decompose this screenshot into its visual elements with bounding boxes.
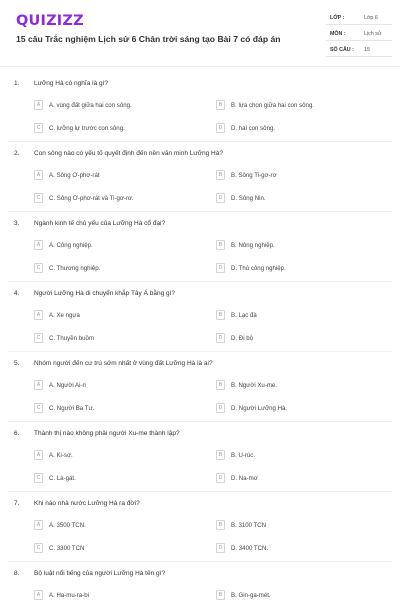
meta-question-count — [326, 45, 392, 57]
option-text: A. vùng đất giữa hai con sông. — [49, 101, 132, 109]
answer-option[interactable] — [34, 403, 184, 415]
question-separator — [8, 211, 392, 212]
question-item — [0, 430, 400, 500]
answer-option[interactable] — [216, 333, 366, 345]
option-letter-box[interactable]: C — [34, 473, 43, 483]
document-header — [0, 0, 400, 70]
option-text: D. Người Lưỡng Hà. — [231, 404, 288, 412]
option-text: C. Thương nghiệp. — [49, 264, 101, 272]
meta-subject-value: Lịch sử — [364, 31, 382, 37]
answer-option[interactable] — [216, 170, 366, 182]
option-text: B. Lạc đà — [231, 311, 257, 319]
answer-option[interactable] — [216, 473, 366, 485]
answer-option[interactable] — [34, 543, 184, 555]
answer-option[interactable] — [34, 240, 184, 252]
option-text: B. lựa chọn giữa hai con sông. — [231, 101, 315, 109]
answer-option[interactable] — [34, 193, 184, 205]
option-text: D. 3400 TCN. — [231, 544, 269, 552]
answer-option[interactable] — [34, 450, 184, 462]
option-letter-box[interactable]: C — [34, 333, 43, 343]
answer-option[interactable] — [34, 473, 184, 485]
answer-option[interactable] — [216, 100, 366, 112]
option-text: A. Ha-mu-ra-bi — [49, 591, 89, 599]
option-text: B. 3100 TCN — [231, 521, 267, 529]
answer-option[interactable] — [216, 543, 366, 555]
meta-grade-value: Lớp 6 — [364, 15, 378, 21]
answer-option[interactable] — [216, 263, 366, 275]
question-text: Khi nào nhà nước Lưỡng Hà ra đời? — [34, 500, 140, 507]
answer-option[interactable] — [216, 240, 366, 252]
option-letter-box[interactable]: D — [216, 123, 225, 133]
option-letter-box[interactable]: A — [34, 590, 43, 600]
answer-option[interactable] — [34, 263, 184, 275]
answer-option[interactable] — [34, 170, 184, 182]
question-text: Ngành kinh tế chủ yếu của Lưỡng Hà cổ đại? — [34, 220, 166, 227]
answer-option[interactable] — [34, 380, 184, 392]
answer-option[interactable] — [34, 100, 184, 112]
question-text: Bộ luật nổi tiếng của người Lưỡng Hà tên gì? — [34, 570, 166, 577]
option-text: B. Sông Ti-gơ-rơ — [231, 171, 277, 179]
option-letter-box[interactable]: B — [216, 590, 225, 600]
answer-option[interactable] — [216, 123, 366, 135]
question-number: 4. — [14, 290, 20, 297]
option-letter-box[interactable]: B — [216, 100, 225, 110]
question-item — [0, 150, 400, 220]
question-item — [0, 290, 400, 360]
question-text: Con sông nào có yếu tố quyết định đến nền văn minh Lưỡng Hà? — [34, 150, 223, 157]
option-letter-box[interactable]: B — [216, 310, 225, 320]
question-separator — [8, 491, 392, 492]
option-letter-box[interactable]: C — [34, 263, 43, 273]
option-letter-box[interactable]: A — [34, 100, 43, 110]
option-text: B. U-rúc. — [231, 451, 256, 459]
option-text: C. Sông Ơ-phơ-rát và Ti-gơ-rơ. — [49, 194, 134, 202]
question-separator — [8, 561, 392, 562]
option-letter-box[interactable]: A — [34, 450, 43, 460]
question-separator — [8, 141, 392, 142]
option-letter-box[interactable]: B — [216, 170, 225, 180]
answer-option[interactable] — [216, 590, 366, 600]
option-text: A. Ki-sơ. — [49, 451, 73, 459]
option-text: B. Gin-ga-mét. — [231, 591, 271, 599]
option-letter-box[interactable]: A — [34, 310, 43, 320]
question-text: Thành thị nào không phải người Xu-me thành lập? — [34, 430, 180, 437]
option-letter-box[interactable]: C — [34, 403, 43, 413]
meta-count-label: SỐ CÂU : — [330, 47, 354, 53]
option-text: A. Công nghiệp. — [49, 241, 93, 249]
option-letter-box[interactable]: A — [34, 240, 43, 250]
question-item — [0, 360, 400, 430]
answer-option[interactable] — [34, 590, 184, 600]
question-number: 7. — [14, 500, 20, 507]
answer-option[interactable] — [34, 333, 184, 345]
option-text: D. Thủ công nghiệp. — [231, 264, 286, 272]
option-text: C. lưỡng lự trước con sông. — [49, 124, 125, 132]
option-letter-box[interactable]: D — [216, 543, 225, 553]
question-number: 2. — [14, 150, 20, 157]
answer-option[interactable] — [216, 310, 366, 322]
question-item — [0, 80, 400, 150]
question-number: 5. — [14, 360, 20, 367]
answer-option[interactable] — [34, 310, 184, 322]
quizizz-logo: QUIZIZZ — [16, 13, 84, 29]
question-number: 1. — [14, 80, 20, 87]
option-letter-box[interactable]: D — [216, 403, 225, 413]
question-number: 3. — [14, 220, 20, 227]
option-letter-box[interactable]: B — [216, 380, 225, 390]
meta-count-value: 15 — [364, 47, 370, 53]
option-letter-box[interactable]: A — [34, 520, 43, 530]
option-text: D. hai con sông. — [231, 124, 276, 132]
question-item — [0, 500, 400, 570]
option-letter-box[interactable]: C — [34, 193, 43, 203]
question-text: Người Lưỡng Hà di chuyển khắp Tây Á bằng gì? — [34, 290, 176, 297]
meta-subject — [326, 29, 392, 41]
question-text: Nhóm người đến cư trú sớm nhất ở vùng đất Lưỡng Hà là ai? — [34, 360, 213, 367]
question-number: 8. — [14, 570, 20, 577]
option-text: C. 3300 TCN — [49, 544, 85, 552]
option-text: C. Thuyền buồm — [49, 334, 94, 342]
option-text: D. Sông Nin. — [231, 194, 266, 202]
option-letter-box[interactable]: D — [216, 473, 225, 483]
option-text: D. Đi bộ — [231, 334, 254, 342]
option-text: A. 3500 TCN. — [49, 521, 86, 529]
option-text: A. Xe ngựa — [49, 311, 80, 319]
option-letter-box[interactable]: D — [216, 193, 225, 203]
option-text: D. Na-mơ — [231, 474, 258, 482]
option-letter-box[interactable]: D — [216, 263, 225, 273]
answer-option[interactable] — [34, 123, 184, 135]
question-item — [0, 570, 400, 600]
option-letter-box[interactable]: C — [34, 123, 43, 133]
question-separator — [8, 281, 392, 282]
option-text: A. Người Ai-ri — [49, 381, 86, 389]
option-letter-box[interactable]: A — [34, 380, 43, 390]
meta-subject-label: MÔN : — [330, 31, 346, 37]
answer-option[interactable] — [34, 520, 184, 532]
answer-option[interactable] — [216, 380, 366, 392]
header-divider — [0, 66, 400, 67]
question-number: 6. — [14, 430, 20, 437]
answer-option[interactable] — [216, 450, 366, 462]
answer-option[interactable] — [216, 193, 366, 205]
option-text: A. Sông Ơ-phơ-rát — [49, 171, 100, 179]
answer-option[interactable] — [216, 403, 366, 415]
meta-grade-label: LỚP : — [330, 15, 345, 21]
option-letter-box[interactable]: A — [34, 170, 43, 180]
option-letter-box[interactable]: D — [216, 333, 225, 343]
answer-option[interactable] — [216, 520, 366, 532]
question-separator — [8, 351, 392, 352]
meta-grade — [326, 13, 392, 25]
option-text: C. Người Ba Tư. — [49, 404, 95, 412]
option-letter-box[interactable]: B — [216, 450, 225, 460]
option-letter-box[interactable]: B — [216, 520, 225, 530]
option-text: B. Người Xu-me. — [231, 381, 278, 389]
question-text: Lưỡng Hà có nghĩa là gì? — [34, 80, 109, 87]
option-letter-box[interactable]: B — [216, 240, 225, 250]
page-title: 15 câu Trắc nghiệm Lịch sử 6 Chân trời sáng tạo Bài 7 có đáp án — [16, 34, 281, 44]
option-text: C. La-gát. — [49, 474, 76, 482]
question-separator — [8, 421, 392, 422]
option-letter-box[interactable]: C — [34, 543, 43, 553]
question-item — [0, 220, 400, 290]
option-text: B. Nông nghiệp. — [231, 241, 275, 249]
